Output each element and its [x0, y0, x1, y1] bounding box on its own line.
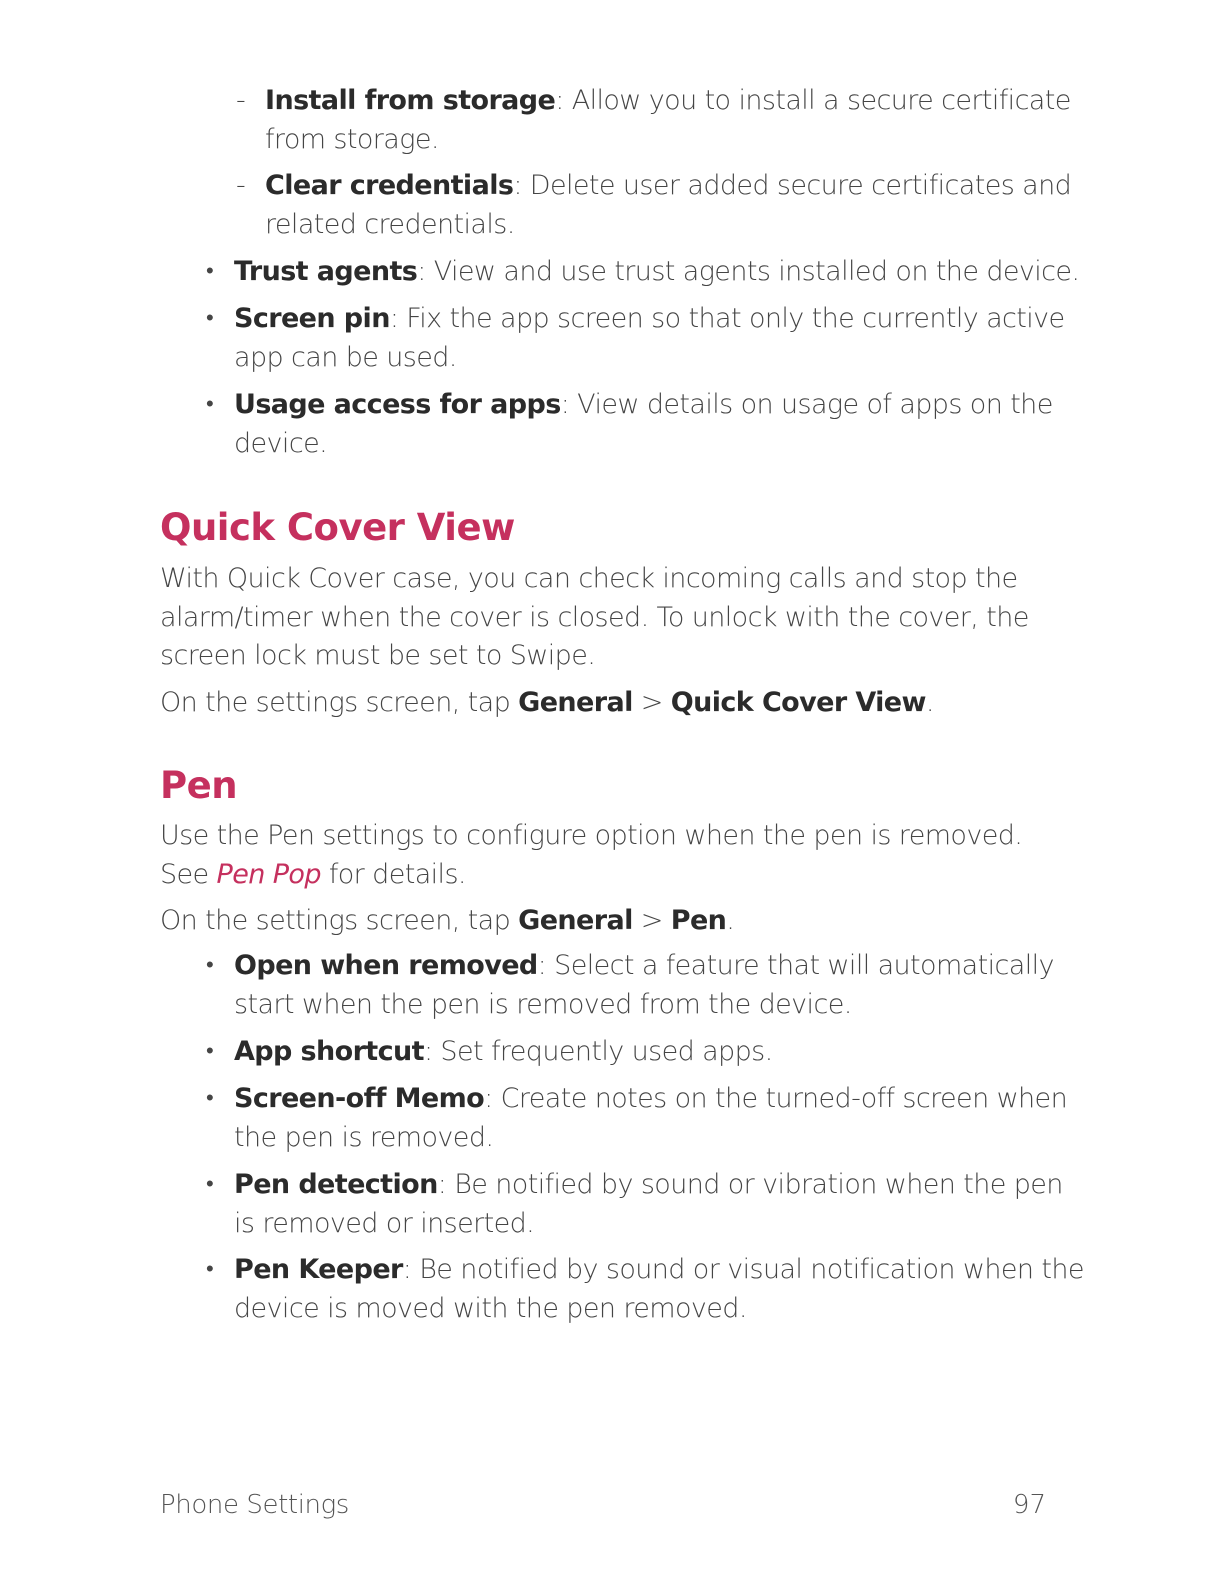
section-heading-pen: Pen — [160, 764, 238, 807]
item-term: Trust agents — [234, 256, 418, 287]
pen-description-block — [160, 817, 1060, 894]
section-heading-quick-cover-view: Quick Cover View — [160, 506, 515, 549]
item-desc: : View and use trust agents installed on the device. — [417, 256, 1080, 287]
footer-section-title: Phone Settings — [160, 1490, 349, 1520]
list-item-app-shortcut — [206, 1033, 1086, 1072]
item-desc: : Select a feature that will automatically start when the pen is removed from the device. — [234, 950, 1054, 1020]
pen-settings-path — [160, 902, 1060, 941]
quick-cover-description: With Quick Cover case, you can check incoming calls and stop the alarm/timer when the cover is closed. To unlock with the cover, the screen lock must be set to Swipe. — [160, 563, 1029, 671]
item-term: Open when removed — [234, 950, 538, 981]
list-item-pen-keeper — [206, 1251, 1086, 1328]
item-term: Usage access for apps — [234, 389, 561, 420]
item-desc: : View details on usage of apps on the device. — [234, 389, 1053, 459]
arrow-icon: > — [640, 905, 663, 936]
item-term: Screen pin — [234, 303, 390, 334]
item-desc: : Create notes on the turned-off screen when the pen is removed. — [234, 1083, 1068, 1153]
item-desc: : Delete user added secure certificates and related credentials. — [265, 170, 1072, 240]
path-end: . — [726, 905, 735, 936]
bullet-marker: • — [206, 259, 214, 284]
see-suffix: for details. — [320, 858, 466, 890]
dash-marker: - — [236, 170, 246, 201]
arrow-icon: > — [640, 687, 663, 718]
list-item-install-from-storage — [236, 82, 1076, 159]
list-item-trust-agents — [206, 253, 1086, 292]
item-desc: : Fix the app screen so that only the currently active app can be used. — [234, 303, 1065, 373]
bullet-marker: • — [206, 1039, 214, 1064]
bullet-marker: • — [206, 1172, 214, 1197]
item-desc: : Allow you to install a secure certificate from storage. — [265, 85, 1071, 155]
item-term: Screen-off Memo — [234, 1083, 485, 1114]
list-item-screen-pin — [206, 300, 1086, 377]
list-item-pen-detection — [206, 1166, 1086, 1243]
path-general: General — [518, 905, 633, 936]
dash-marker: - — [236, 85, 246, 116]
path-intro: On the settings screen, tap — [160, 687, 519, 718]
item-desc: : Be notified by sound or vibration when the pen is removed or inserted. — [234, 1169, 1063, 1239]
quick-cover-settings-path — [160, 684, 1060, 723]
bullet-marker: • — [206, 1086, 214, 1111]
bullet-marker: • — [206, 1257, 214, 1282]
path-intro: On the settings screen, tap — [160, 905, 519, 936]
path-pen: Pen — [670, 905, 727, 936]
path-general: General — [518, 687, 633, 718]
list-item-screen-off-memo — [206, 1080, 1086, 1157]
item-term: Pen Keeper — [234, 1254, 403, 1285]
path-end: . — [925, 687, 934, 718]
path-quick-cover-view: Quick Cover View — [670, 687, 926, 718]
bullet-marker: • — [206, 953, 214, 978]
list-item-usage-access — [206, 386, 1086, 463]
item-desc: : Set frequently used apps. — [423, 1036, 773, 1067]
page-number: 97 — [1012, 1490, 1046, 1520]
bullet-marker: • — [206, 392, 214, 417]
bullet-marker: • — [206, 306, 214, 331]
pen-see-details — [160, 856, 1060, 895]
item-desc: : Be notified by sound or visual notification when the device is moved with the pen removed. — [234, 1254, 1084, 1324]
list-item-open-when-removed — [206, 947, 1086, 1024]
list-item-clear-credentials — [236, 167, 1076, 244]
pen-pop-link[interactable]: Pen Pop — [216, 858, 321, 890]
item-term: Clear credentials — [265, 170, 514, 201]
item-term: Install from storage — [265, 85, 556, 116]
item-term: Pen detection — [234, 1169, 438, 1200]
see-prefix: See — [160, 858, 217, 890]
pen-description: Use the Pen settings to configure option when the pen is removed. — [160, 820, 1023, 851]
item-term: App shortcut — [234, 1036, 424, 1067]
